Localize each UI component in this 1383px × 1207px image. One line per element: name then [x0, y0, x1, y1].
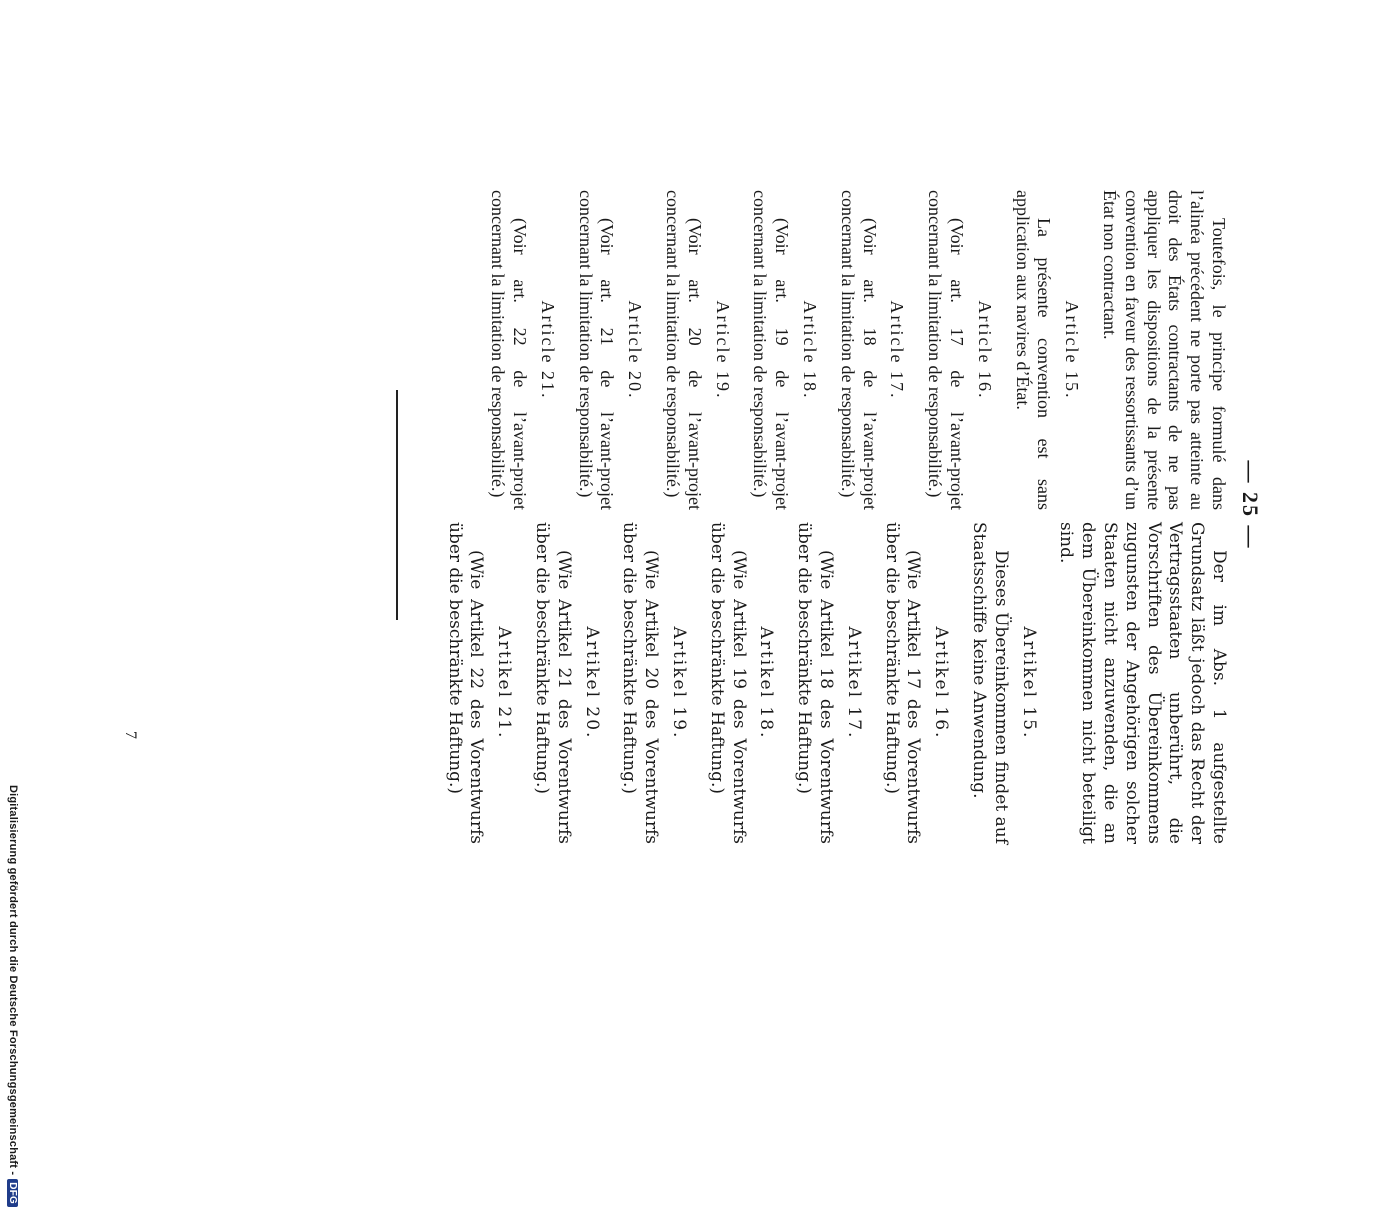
french-article-16-heading: Article 16. — [974, 300, 995, 400]
german-article-21-heading: Artikel 21. — [494, 626, 515, 740]
french-article-19-heading: Article 19. — [712, 300, 733, 400]
french-article-15-heading: Article 15. — [1062, 300, 1083, 400]
german-article-19-text: (Wie Artikel 20 des Vorentwurfs über die beschränkte Haftung.) — [619, 522, 662, 844]
french-article-17-text: (Voir art. 18 de l’avant-projet concernant la limitation de responsabilité.) — [837, 190, 880, 510]
french-column — [482, 190, 1229, 510]
french-article-17-heading: Article 17. — [887, 300, 908, 400]
german-article-18-text: (Wie Artikel 19 des Vorentwurfs über die beschränkte Haftung.) — [706, 522, 749, 844]
french-article-16-text: (Voir art. 17 de l’avant-projet concernant la limitation de responsabilité.) — [925, 190, 968, 510]
document-page — [423, 160, 1263, 880]
german-article-17-heading: Artikel 17. — [843, 626, 864, 740]
german-article-18-heading: Artikel 18. — [756, 626, 777, 740]
french-article-21-heading: Article 21. — [537, 300, 558, 400]
german-article-20-heading: Artikel 20. — [581, 626, 602, 740]
french-article-21-text: (Voir art. 22 de l’avant-projet concernant la limitation de responsabilité.) — [488, 190, 531, 510]
german-article-15-heading: Artikel 15. — [1018, 626, 1039, 740]
german-article-16-text: (Wie Artikel 17 des Vorentwurfs über die beschränkte Haftung.) — [881, 522, 924, 844]
german-article-21-text: (Wie Artikel 22 des Vorentwurfs über die beschränkte Haftung.) — [444, 522, 487, 844]
german-article-15-text: Dieses Übereinkommen findet auf Staatsschiffe keine Anwendung. — [969, 522, 1011, 844]
digitization-notice — [5, 387, 19, 1207]
german-article-16-heading: Artikel 16. — [931, 626, 952, 740]
french-article-15-text: La présente convention est sans application aux navires d’État. — [1012, 190, 1055, 510]
page-number: — 25 — — [1238, 460, 1263, 550]
french-intro-paragraph: Toutefois, le principe formulé dans l’alinéa précédent ne porte pas atteinte au droit des États contractants de ne pas appliquer les dispositions de la présente convention en faveur des ressortissants d’un État non contractant. — [1100, 190, 1229, 510]
german-intro-paragraph: Der im Abs. 1 aufgestellte Grundsatz läßt jedoch das Recht der Vertragsstaaten unberührt, die Vorschriften des Übereinkommens zugunsten der Angehörigen solcher Staaten nicht anzuwenden, die an dem Übereinkommen nicht beteiligt sind. — [1056, 522, 1229, 844]
french-article-19-text: (Voir art. 20 de l’avant-projet concernant la limitation de responsabilité.) — [663, 190, 705, 510]
french-article-18-heading: Article 18. — [800, 300, 821, 400]
sheet-number: 7 — [122, 731, 139, 739]
german-article-20-text: (Wie Artikel 21 des Vorentwurfs über die beschränkte Haftung.) — [532, 522, 574, 844]
digitization-text: Digitalisierung gefördert durch die Deutsche Forschungsgemeinschaft - — [7, 784, 19, 1176]
dfg-logo-icon: DFG — [7, 1179, 18, 1207]
french-article-20-text: (Voir art. 21 de l’avant-projet concernant la limitation de responsabilité.) — [575, 190, 618, 510]
german-column — [439, 522, 1229, 844]
german-article-19-heading: Artikel 19. — [669, 626, 690, 740]
french-article-18-text: (Voir art. 19 de l’avant-projet concernant la limitation de responsabilité.) — [750, 190, 793, 510]
french-article-20-heading: Article 20. — [625, 300, 646, 400]
end-rule-divider — [396, 390, 398, 620]
german-article-17-text: (Wie Artikel 18 des Vorentwurfs über die beschränkte Haftung.) — [794, 522, 837, 844]
